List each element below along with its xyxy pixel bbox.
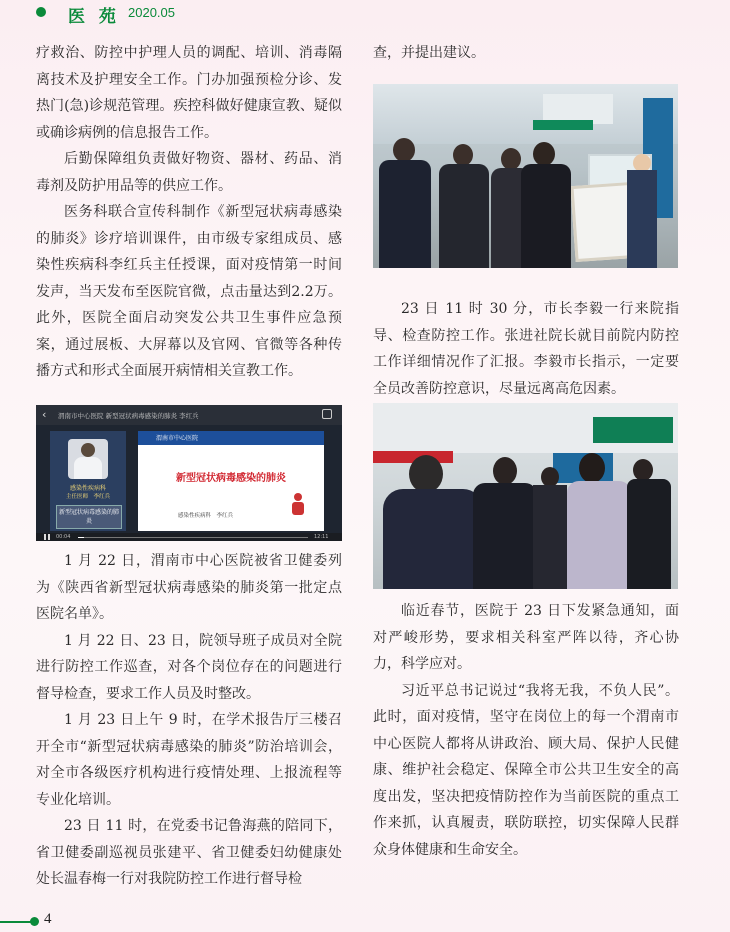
left-column-bottom (36, 548, 342, 893)
right-column-top (373, 40, 679, 67)
play-time-start: 00:04 (56, 534, 71, 540)
paragraph: 1 月 22 日，渭南市中心医院被省卫健委列为《陕西省新型冠状病毒感染的肺炎第一批定点医院名单》。 (36, 553, 342, 622)
doctor-caption: 新型冠状病毒感染的肺炎 (56, 505, 122, 529)
right-column-bottom (373, 598, 679, 863)
paragraph: 查，并提出建议。 (373, 45, 485, 61)
paragraph: 23 日 11 时 30 分，市长李毅一行来院指导、检查防控工作。张进社院长就目前院内防控工作详细情况作了汇报。李毅市长指示，一定要全员改善防控意识，尽量远离高危因素。 (373, 301, 679, 397)
inspection-photo (373, 84, 678, 268)
right-column-mid (373, 296, 679, 402)
progress-fill (78, 537, 84, 538)
back-icon: ‹ (42, 408, 47, 421)
paragraph: 医务科联合宣传科制作《新型冠状病毒感染的肺炎》诊疗培训课件，由市级专家组成员、感染性疾病科李红兵主任授课，面对疫情第一时间发声，当天发布至医院官微，点击量达到2.2万。此外，医院全面启动突发公共卫生事件应急预案，通过展板、大屏幕以及官网、官微等各种传播方式和形式全面展开病情相关宣教工作。 (36, 204, 342, 379)
share-icon (322, 409, 332, 419)
video-caption: 渭南市中心医院 新型冠状病毒感染的肺炎 李红兵 (58, 412, 199, 420)
page-header (0, 0, 730, 30)
header-dot-icon (36, 7, 46, 17)
left-column-top (36, 40, 342, 385)
pause-icon[interactable] (44, 534, 50, 540)
slide-figure (288, 493, 308, 515)
play-time-end: 12:11 (314, 534, 329, 540)
doctor-panel (50, 431, 126, 531)
issue-date: 2020.05 (128, 5, 175, 20)
footer-line (0, 921, 34, 923)
doctor-caption: 主任医师 李红兵 (65, 494, 110, 500)
paragraph: 临近春节，医院于 23 日下发紧急通知，面对严峻形势，要求相关科室严阵以待，齐心协力，科学应对。 (373, 603, 679, 672)
paragraph: 后勤保障组负责做好物资、器材、药品、消毒剂及防护用品等的供应工作。 (36, 151, 342, 194)
footer-dot-icon (30, 917, 39, 926)
progress-bar[interactable] (78, 537, 308, 538)
paragraph: 23 日 11 时，在党委书记鲁海燕的陪同下，省卫健委副巡视员张建平、省卫健委妇幼健康处处长温春梅一行对我院防控工作进行督导检 (36, 818, 342, 887)
doctor-caption: 感染性疾病科 (69, 485, 106, 492)
slide-title: 新型冠状病毒感染的肺炎 (176, 473, 286, 484)
mayor-visit-photo (373, 403, 678, 589)
paragraph: 习近平总书记说过“我将无我，不负人民”。此时，面对疫情，坚守在岗位上的每一个渭南市中心医院人都将从讲政治、顾大局、保护人民健康、维护社会稳定、保障全市公共卫生安全的高度出发，坚决把疫情防控作为当前医院的重点工作来抓，认真履责，联防联控，切实保障人民群众身体健康和生命安全。 (373, 682, 679, 858)
video-screenshot (36, 405, 342, 541)
slide (138, 431, 324, 531)
doctor-photo (68, 439, 108, 479)
paragraph: 1 月 22 日、23 日，院领导班子成员对全院进行防控工作巡查，对各个岗位存在的问题进行督导检查，要求工作人员及时整改。 (36, 632, 342, 702)
magazine-title: 医 苑 (68, 7, 120, 27)
paragraph: 疗救治、防控中护理人员的调配、培训、消毒隔离技术及护理安全工作。门办加强预检分诊、发热门(急)诊规范管理。疾控科做好健康宣教、疑似或确诊病例的信息报告工作。 (36, 45, 342, 141)
page-number: 4 (44, 911, 52, 927)
paragraph: 1 月 23 日上午 9 时，在学术报告厅三楼召开全市“新型冠状病毒感染的肺炎”防治培训会，对全市各级医疗机构进行疫情处理、上报流程等专业化培训。 (36, 712, 342, 808)
slide-author: 感染性疾病科 李红兵 (178, 513, 234, 519)
slide-logo: 渭南市中心医院 (156, 435, 199, 442)
